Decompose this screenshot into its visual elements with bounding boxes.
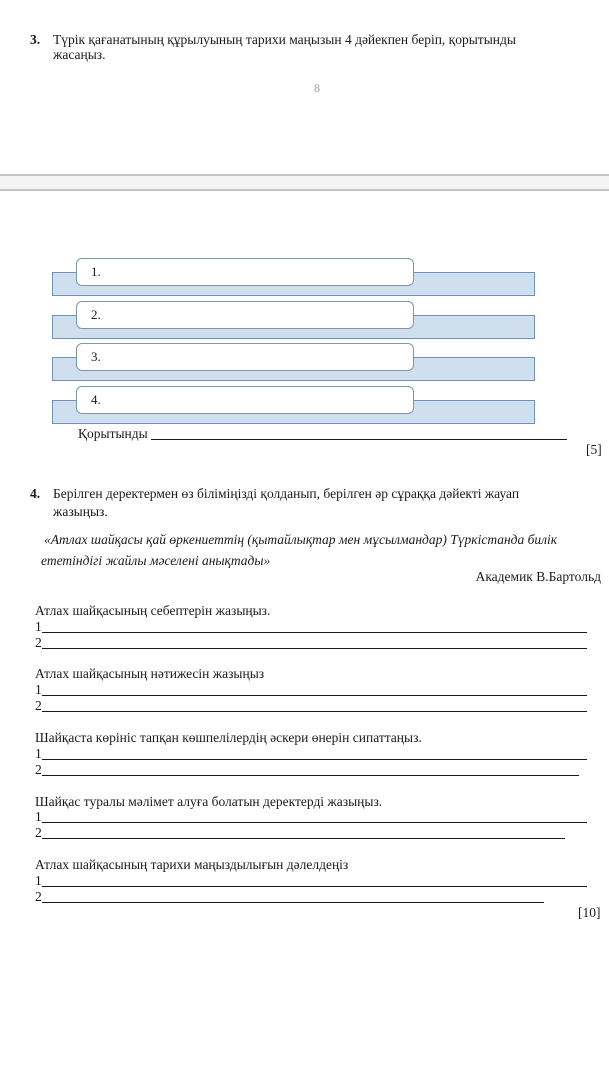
answer-underline[interactable] <box>42 775 579 776</box>
answer-underline[interactable] <box>42 886 587 887</box>
quote-author: Академик В.Бартольд <box>475 569 601 584</box>
subquestion-2-answer-line-2[interactable] <box>35 699 595 713</box>
answer-underline[interactable] <box>42 648 587 649</box>
line-number: 1 <box>35 619 42 634</box>
question-4-text <box>53 486 593 519</box>
subquestion-5-prompt: Атлах шайқасының тарихи маңыздылығын дәлелдеңіз <box>35 857 349 872</box>
line-number: 2 <box>35 635 42 650</box>
subquestion-4-answer-line-2[interactable] <box>35 826 595 840</box>
answer-underline[interactable] <box>42 632 587 633</box>
page-number: 8 <box>314 81 320 95</box>
question-3-score: [5] <box>586 442 602 457</box>
answer-box-2-label: 2. <box>91 307 101 322</box>
answer-box-1[interactable] <box>76 258 414 286</box>
subquestion-1-answer-line-2[interactable] <box>35 636 595 650</box>
question-4-number: 4. <box>30 486 41 501</box>
answer-box-2[interactable] <box>76 301 414 329</box>
answer-underline[interactable] <box>42 711 587 712</box>
line-number: 1 <box>35 809 42 824</box>
quote <box>41 529 604 571</box>
subquestion-1-prompt: Атлах шайқасының себептерін жазыңыз. <box>35 603 271 618</box>
quote-line-2: ететіндігі жайлы мәселені анықтады» <box>41 553 271 568</box>
subquestion-2-prompt: Атлах шайқасының нәтижесін жазыңыз <box>35 666 265 681</box>
question-4-text-line-1: Берілген деректермен өз біліміңізді қолданып, берілген әр сұраққа дәйекті жауап <box>53 486 520 501</box>
answer-underline[interactable] <box>42 838 565 839</box>
line-number: 1 <box>35 746 42 761</box>
answer-box-1-label: 1. <box>91 264 101 279</box>
line-number: 2 <box>35 825 42 840</box>
subquestion-1-answer-line-1[interactable] <box>35 620 595 634</box>
answer-box-3-label: 3. <box>91 349 101 364</box>
question-3-text-line-1: Түрік қағанатының құрылуының тарихи маңызын 4 дәйекпен беріп, қорытынды <box>53 32 516 47</box>
answer-underline[interactable] <box>42 695 587 696</box>
subquestion-4-prompt: Шайқас туралы мәлімет алуға болатын деректерді жазыңыз. <box>35 794 383 809</box>
line-number: 2 <box>35 762 42 777</box>
conclusion-label: Қорытынды <box>78 426 148 441</box>
answer-underline[interactable] <box>42 822 587 823</box>
question-4-score: [10] <box>578 905 601 920</box>
subquestion-5-answer-line-2[interactable] <box>35 890 595 904</box>
question-3-text-line-2: жасаңыз. <box>53 47 106 62</box>
question-3-text <box>53 32 593 62</box>
answer-box-3[interactable] <box>76 343 414 371</box>
subquestion-2-answer-line-1[interactable] <box>35 683 595 697</box>
line-number: 1 <box>35 682 42 697</box>
subquestion-3-answer-line-2[interactable] <box>35 763 595 777</box>
answer-box-4[interactable] <box>76 386 414 414</box>
subquestion-4-answer-line-1[interactable] <box>35 810 595 824</box>
answer-underline[interactable] <box>42 759 587 760</box>
conclusion-answer-line[interactable] <box>151 439 567 440</box>
answer-underline[interactable] <box>42 902 544 903</box>
line-number: 2 <box>35 698 42 713</box>
question-3-number: 3. <box>30 32 41 47</box>
subquestion-5-answer-line-1[interactable] <box>35 874 595 888</box>
page-break-separator <box>0 174 609 191</box>
subquestion-3-prompt: Шайқаста көрініс тапқан көшпелілердің әскери өнерін сипаттаңыз. <box>35 730 422 745</box>
line-number: 2 <box>35 889 42 904</box>
quote-line-1: «Атлах шайқасы қай өркениеттің (қытайлықтар мен мұсылмандар) Түркістанда билік <box>44 532 558 547</box>
line-number: 1 <box>35 873 42 888</box>
question-4-text-line-2: жазыңыз. <box>53 504 108 519</box>
subquestion-3-answer-line-1[interactable] <box>35 747 595 761</box>
answer-box-4-label: 4. <box>91 392 101 407</box>
